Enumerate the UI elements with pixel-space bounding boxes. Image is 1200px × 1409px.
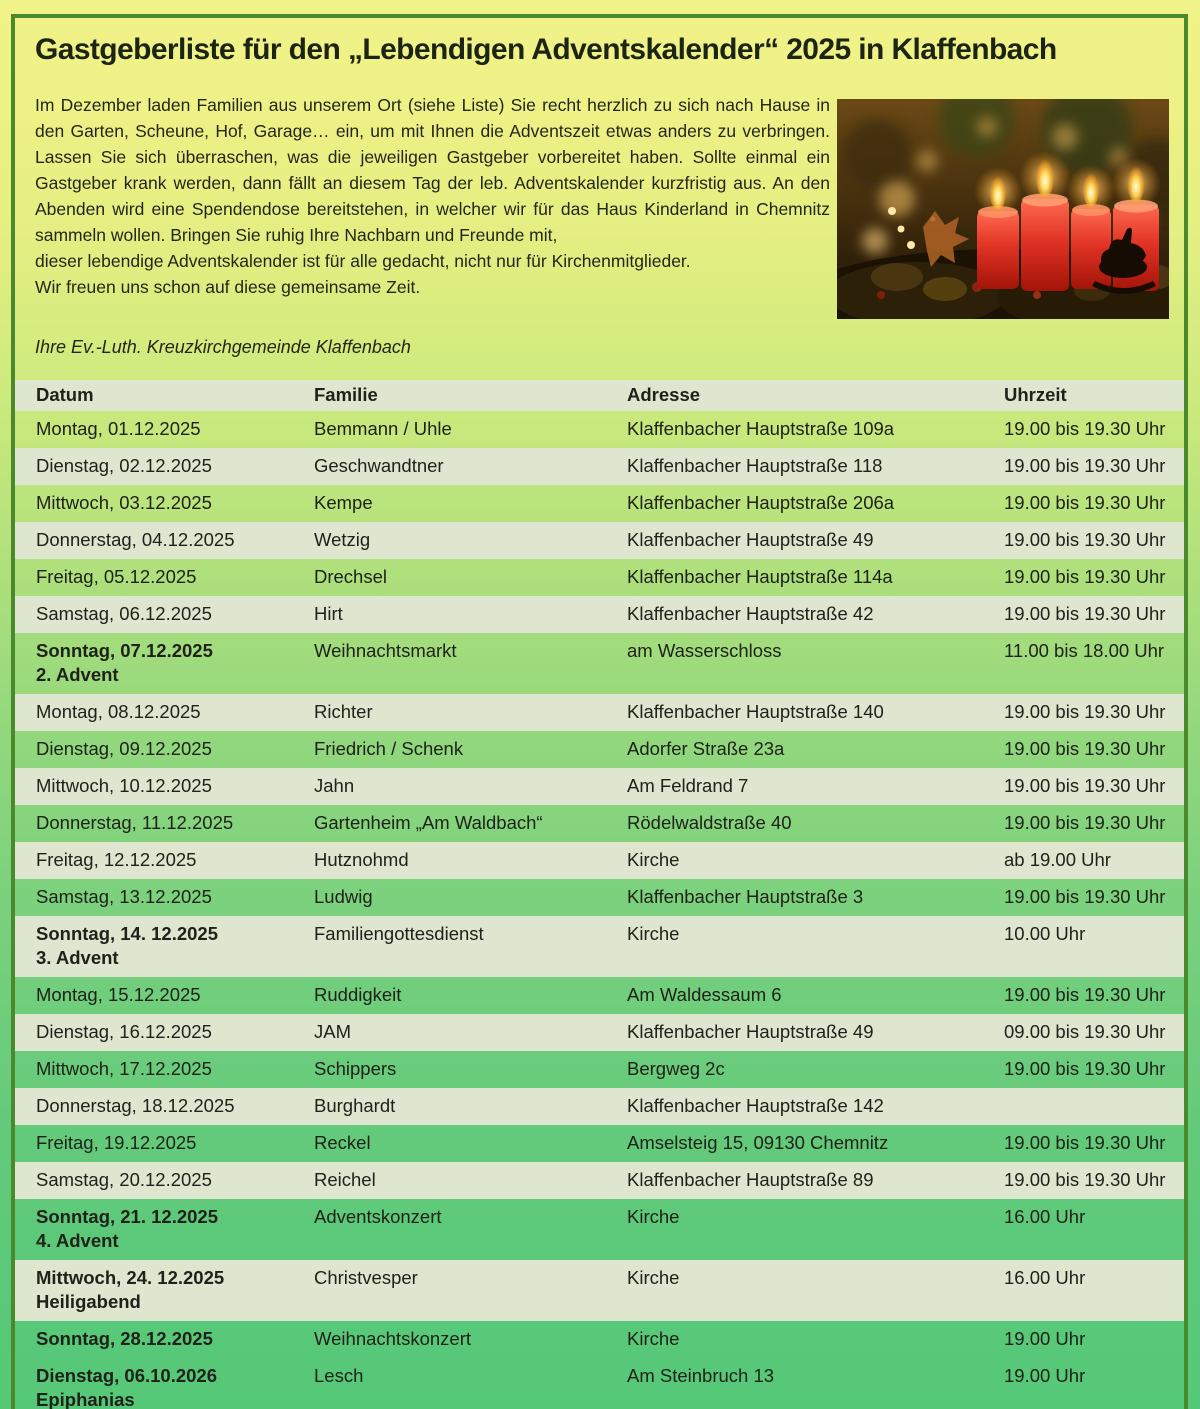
- cell-adresse: Klaffenbacher Hauptstraße 140: [627, 701, 884, 722]
- cell-familie: Weihnachtsmarkt: [314, 640, 457, 661]
- cell-datum: [36, 848, 314, 872]
- cell-uhrzeit: 19.00 bis 19.30 Uhr: [1004, 492, 1166, 513]
- cell-uhrzeit: [1004, 1094, 1184, 1118]
- berry-icon: [877, 291, 885, 299]
- event-date: Montag, 01.12.2025: [36, 418, 201, 439]
- cell-adresse: Klaffenbacher Hauptstraße 206a: [627, 492, 895, 513]
- event-date: Dienstag, 06.10.2026: [36, 1365, 217, 1386]
- event-date-note: 2. Advent: [36, 664, 119, 685]
- cell-adresse: Adorfer Straße 23a: [627, 738, 785, 759]
- event-date: Mittwoch, 17.12.2025: [36, 1058, 212, 1079]
- header-familie: Familie: [314, 384, 378, 405]
- cell-adresse: Klaffenbacher Hauptstraße 3: [627, 886, 864, 907]
- table-row: [15, 1321, 1184, 1358]
- cell-datum: [36, 700, 314, 724]
- cell-uhrzeit: ab 19.00 Uhr: [1004, 849, 1111, 870]
- event-date: Sonntag, 21. 12.2025: [36, 1206, 219, 1227]
- event-date: Sonntag, 14. 12.2025: [36, 923, 219, 944]
- advent-wreath-photo: [837, 99, 1169, 319]
- cell-familie: Friedrich / Schenk: [314, 738, 464, 759]
- cell-familie: Ludwig: [314, 886, 373, 907]
- signature-line: Ihre Ev.-Luth. Kreuzkirchgemeinde Klaffenbach: [35, 337, 411, 357]
- cell-adresse: Klaffenbacher Hauptstraße 142: [627, 1095, 884, 1116]
- intro-paragraph: Wir freuen uns schon auf diese gemeinsame Zeit.: [35, 277, 421, 297]
- cell-datum: [36, 737, 314, 761]
- cell-uhrzeit: 19.00 bis 19.30 Uhr: [1004, 775, 1166, 796]
- cell-adresse: Klaffenbacher Hauptstraße 49: [627, 529, 874, 550]
- intro-section: [35, 92, 1200, 319]
- cell-uhrzeit: 19.00 bis 19.30 Uhr: [1004, 455, 1166, 476]
- pinecone-icon: [923, 277, 967, 301]
- cell-adresse: Bergweg 2c: [627, 1058, 725, 1079]
- cell-adresse: Am Waldessaum 6: [627, 984, 782, 1005]
- cell-familie: Hutznohmd: [314, 849, 409, 870]
- cell-uhrzeit: 19.00 bis 19.30 Uhr: [1004, 1058, 1166, 1079]
- cell-familie: Lesch: [314, 1365, 364, 1386]
- event-date: Montag, 15.12.2025: [36, 984, 201, 1005]
- cell-uhrzeit: 16.00 Uhr: [1004, 1267, 1086, 1288]
- table-row: [15, 768, 1184, 805]
- cell-datum: [36, 1057, 314, 1081]
- cell-datum: [36, 602, 314, 626]
- flame-icon: [990, 174, 1006, 210]
- table-row: [15, 448, 1184, 485]
- flame-icon: [1036, 157, 1054, 197]
- header-datum: Datum: [36, 384, 94, 405]
- table-body: [15, 411, 1184, 1409]
- cell-uhrzeit: 19.00 bis 19.30 Uhr: [1004, 603, 1166, 624]
- cell-datum: [36, 454, 314, 478]
- event-date: Donnerstag, 11.12.2025: [36, 812, 234, 833]
- cell-datum: [36, 983, 314, 1007]
- flame-icon: [1083, 171, 1099, 207]
- cell-adresse: Klaffenbacher Hauptstraße 89: [627, 1169, 874, 1190]
- cell-uhrzeit: 19.00 bis 19.30 Uhr: [1004, 566, 1166, 587]
- cell-familie: Weihnachtskonzert: [314, 1328, 471, 1349]
- cell-familie: Gartenheim „Am Waldbach“: [314, 812, 543, 833]
- cell-familie: Familiengottesdienst: [314, 923, 484, 944]
- table-header-row: [15, 380, 1184, 411]
- event-date: Freitag, 05.12.2025: [36, 566, 197, 587]
- cell-adresse: Klaffenbacher Hauptstraße 114a: [627, 566, 893, 587]
- cell-datum: [36, 528, 314, 552]
- page-title: Gastgeberliste für den „Lebendigen Adventskalender“ 2025 in Klaffenbach: [35, 33, 1057, 66]
- event-date: Dienstag, 09.12.2025: [36, 738, 212, 759]
- cell-adresse: Klaffenbacher Hauptstraße 118: [627, 455, 883, 476]
- table-row: [15, 1088, 1184, 1125]
- cell-uhrzeit: 10.00 Uhr: [1004, 923, 1086, 944]
- pinecone-icon: [871, 263, 923, 291]
- cell-datum: [36, 565, 314, 589]
- cell-familie: Ruddigkeit: [314, 984, 402, 1005]
- table-row: [15, 1014, 1184, 1051]
- event-date: Sonntag, 28.12.2025: [36, 1328, 213, 1349]
- cell-uhrzeit: 19.00 bis 19.30 Uhr: [1004, 529, 1166, 550]
- cell-datum: [36, 1168, 314, 1192]
- cell-familie: Richter: [314, 701, 373, 722]
- cell-familie: Burghardt: [314, 1095, 396, 1116]
- cell-datum: [36, 639, 314, 687]
- cell-uhrzeit: 19.00 Uhr: [1004, 1365, 1086, 1386]
- event-date-note: Epiphanias: [36, 1389, 135, 1409]
- table-row: [15, 596, 1184, 633]
- cell-familie: Reckel: [314, 1132, 371, 1153]
- cell-adresse: Klaffenbacher Hauptstraße 42: [627, 603, 874, 624]
- cell-datum: [36, 811, 314, 835]
- cell-familie: Reichel: [314, 1169, 376, 1190]
- event-date: Samstag, 20.12.2025: [36, 1169, 212, 1190]
- cell-uhrzeit: 16.00 Uhr: [1004, 1206, 1086, 1227]
- cell-uhrzeit: 09.00 bis 19.30 Uhr: [1004, 1021, 1166, 1042]
- cell-adresse: Kirche: [627, 1328, 680, 1349]
- table-row: [15, 559, 1184, 596]
- event-date: Mittwoch, 10.12.2025: [36, 775, 212, 796]
- cell-datum: [36, 1205, 314, 1253]
- event-date: Sonntag, 07.12.2025: [36, 640, 213, 661]
- cell-familie: Geschwandtner: [314, 455, 444, 476]
- cell-adresse: Kirche: [627, 923, 680, 944]
- cell-adresse: Kirche: [627, 1206, 680, 1227]
- cell-familie: Hirt: [314, 603, 343, 624]
- cell-familie: Christvesper: [314, 1267, 418, 1288]
- event-date: Samstag, 13.12.2025: [36, 886, 212, 907]
- cell-adresse: Amselsteig 15, 09130 Chemnitz: [627, 1132, 889, 1153]
- cell-adresse: Klaffenbacher Hauptstraße 49: [627, 1021, 874, 1042]
- cell-adresse: Kirche: [627, 1267, 680, 1288]
- cell-datum: [36, 922, 314, 970]
- table-row: [15, 1260, 1184, 1321]
- cell-datum: [36, 774, 314, 798]
- table-row: [15, 977, 1184, 1014]
- cell-uhrzeit: 19.00 bis 19.30 Uhr: [1004, 1169, 1166, 1190]
- cell-datum: [36, 1266, 314, 1314]
- event-date: Dienstag, 02.12.2025: [36, 455, 212, 476]
- cell-adresse: Am Steinbruch 13: [627, 1365, 775, 1386]
- event-date: Samstag, 06.12.2025: [36, 603, 212, 624]
- table-row: [15, 731, 1184, 768]
- cell-datum: [36, 1364, 314, 1409]
- cell-uhrzeit: 19.00 bis 19.30 Uhr: [1004, 886, 1166, 907]
- table-row: [15, 916, 1184, 977]
- flame-icon: [1128, 164, 1145, 202]
- table-row: [15, 842, 1184, 879]
- cell-familie: Wetzig: [314, 529, 371, 550]
- table-row: [15, 411, 1184, 448]
- cell-familie: Jahn: [314, 775, 355, 796]
- berry-icon: [1033, 291, 1041, 299]
- events-table: [15, 380, 1184, 1409]
- table-row: [15, 1162, 1184, 1199]
- cell-uhrzeit: 19.00 bis 19.30 Uhr: [1004, 738, 1166, 759]
- intro-paragraph: Im Dezember laden Familien aus unserem Ort (siehe Liste) Sie recht herzlich zu sich nach Hause in den Garten, Scheune, Hof, Garage… ein, um mit Ihnen die Adventszeit etwas anders zu verbringen. Lassen Sie sich überraschen, was die jeweiligen Gastgeber vorbereitet haben. Sollte einmal ein Gastgeber krank werden, dann fällt an diesem Tag der leb. Adventskalender kurzfristig aus. An den Abenden wird eine Spendendose bereitstehen, in welcher wir für das Haus Kinderland in Chemnitz sammeln wollen. Bringen Sie ruhig Ihre Nachbarn und Freunde mit,: [35, 95, 830, 245]
- header-uhrzeit: Uhrzeit: [1004, 384, 1067, 405]
- cell-uhrzeit: 19.00 Uhr: [1004, 1328, 1086, 1349]
- table-row: [15, 1125, 1184, 1162]
- cell-uhrzeit: 19.00 bis 19.30 Uhr: [1004, 418, 1166, 439]
- advent-wreath-photo-art: [837, 99, 1169, 319]
- header-adresse: Adresse: [627, 384, 701, 405]
- event-date-note: 3. Advent: [36, 947, 119, 968]
- cell-adresse: Rödelwaldstraße 40: [627, 812, 792, 833]
- event-date: Donnerstag, 04.12.2025: [36, 529, 235, 550]
- table-row: [15, 485, 1184, 522]
- cell-datum: [36, 491, 314, 515]
- table-row: [15, 522, 1184, 559]
- cell-familie: Adventskonzert: [314, 1206, 442, 1227]
- cell-familie: Bemmann / Uhle: [314, 418, 452, 439]
- cell-datum: [36, 417, 314, 441]
- cell-uhrzeit: 19.00 bis 19.30 Uhr: [1004, 984, 1166, 1005]
- table-row: [15, 1358, 1184, 1409]
- cell-uhrzeit: 19.00 bis 19.30 Uhr: [1004, 812, 1166, 833]
- event-date: Freitag, 12.12.2025: [36, 849, 197, 870]
- cell-adresse: am Wasserschloss: [627, 640, 782, 661]
- cell-uhrzeit: 19.00 bis 19.30 Uhr: [1004, 701, 1166, 722]
- table-row: [15, 1199, 1184, 1260]
- cell-familie: JAM: [314, 1021, 351, 1042]
- table-row: [15, 633, 1184, 694]
- table-row: [15, 1051, 1184, 1088]
- cell-uhrzeit: 19.00 bis 19.30 Uhr: [1004, 1132, 1166, 1153]
- cell-datum: [36, 1094, 314, 1118]
- cell-uhrzeit: 11.00 bis 18.00 Uhr: [1004, 640, 1165, 661]
- cell-datum: [36, 1327, 314, 1351]
- event-date-note: 4. Advent: [36, 1230, 119, 1251]
- cell-familie: Kempe: [314, 492, 373, 513]
- event-date-note: Heiligabend: [36, 1291, 141, 1312]
- cell-adresse: Kirche: [627, 849, 680, 870]
- table-row: [15, 879, 1184, 916]
- cell-datum: [36, 1131, 314, 1155]
- cell-datum: [36, 885, 314, 909]
- event-date: Donnerstag, 18.12.2025: [36, 1095, 235, 1116]
- cell-datum: [36, 1020, 314, 1044]
- cell-familie: Drechsel: [314, 566, 387, 587]
- cell-adresse: Am Feldrand 7: [627, 775, 749, 796]
- event-date: Montag, 08.12.2025: [36, 701, 201, 722]
- table-row: [15, 694, 1184, 731]
- table-row: [15, 805, 1184, 842]
- intro-paragraph: dieser lebendige Adventskalender ist für alle gedacht, nicht nur für Kirchenmitglieder.: [35, 251, 691, 271]
- cell-familie: Schippers: [314, 1058, 397, 1079]
- event-date: Mittwoch, 03.12.2025: [36, 492, 212, 513]
- event-date: Dienstag, 16.12.2025: [36, 1021, 212, 1042]
- cell-adresse: Klaffenbacher Hauptstraße 109a: [627, 418, 895, 439]
- intro-text: [35, 92, 830, 319]
- event-date: Mittwoch, 24. 12.2025: [36, 1267, 225, 1288]
- event-date: Freitag, 19.12.2025: [36, 1132, 197, 1153]
